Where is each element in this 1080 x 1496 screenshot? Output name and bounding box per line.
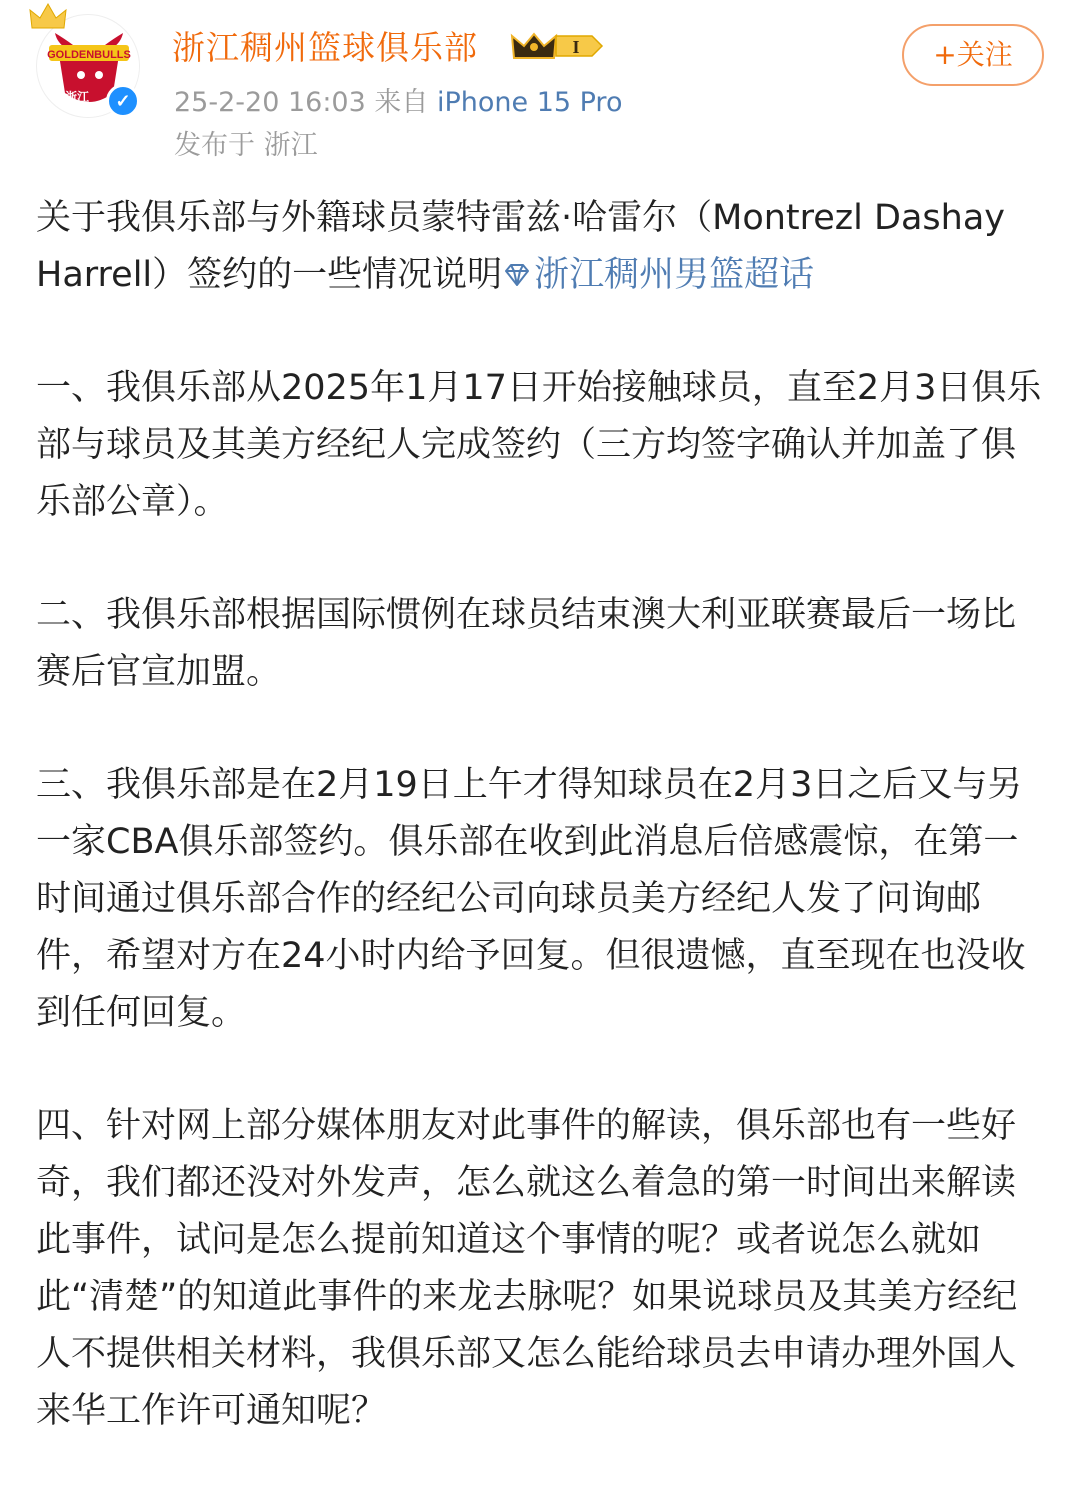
crown-icon [28, 2, 68, 32]
source-device-link[interactable]: iPhone 15 Pro [436, 87, 623, 118]
follow-button[interactable]: +关注 [902, 24, 1044, 86]
post-body [36, 190, 1046, 1496]
vip-level-badge-icon[interactable] [510, 30, 604, 62]
post-paragraph: 四、针对网上部分媒体朋友对此事件的解读，俱乐部也有一些好奇，我们都还没对外发声，怎么就这么着急的第一时间出来解读此事件，试问是怎么提前知道这个事情的呢？或者说怎么就如此“清楚”的知道此事件的来龙去脉呢？如果说球员及其美方经纪人不提供相关材料，我俱乐部又怎么能给球员去申请办理外国人来华工作许可通知呢？ [36, 1106, 1018, 1431]
post-title-text: 关于我俱乐部与外籍球员蒙特雷兹·哈雷尔（Montrezl Dashay Harrell）签约的一些情况说明 [36, 198, 1005, 295]
post-paragraph: 二、我俱乐部根据国际惯例在球员结束澳大利亚联赛最后一场比赛后官宣加盟。 [36, 595, 1017, 692]
diamond-icon [502, 262, 532, 288]
avatar-logo-subtext: 浙江 [64, 90, 90, 104]
super-topic-link[interactable] [502, 255, 814, 295]
post-meta [174, 80, 622, 119]
post-title-paragraph [36, 190, 1046, 304]
post-timestamp: 25-2-20 16:03 [174, 87, 366, 118]
post-paragraph: 一、我俱乐部从2025年1月17日开始接触球员，直至2月3日俱乐部与球员及其美方经纪人完成签约（三方均签字确认并加盖了俱乐部公章）。 [36, 368, 1042, 522]
verified-badge-icon: ✓ [106, 84, 140, 118]
post-location: 发布于 浙江 [174, 130, 318, 161]
vip-level-text: I [572, 37, 580, 57]
post-paragraph: 三、我俱乐部是在2月19日上午才得知球员在2月3日之后又与另一家CBA俱乐部签约。俱乐部在收到此消息后倍感震惊，在第一时间通过俱乐部合作的经纪公司向球员美方经纪人发了问询邮件，希望对方在24小时内给予回复。但很遗憾，直至现在也没收到任何回复。 [36, 765, 1026, 1033]
source-prefix: 来自 [374, 87, 429, 118]
super-topic-label: 浙江稠州男篮超话 [534, 255, 815, 295]
avatar-logo-text: GOLDENBULLS [47, 49, 131, 61]
account-name[interactable]: 浙江稠州篮球俱乐部 [172, 28, 478, 67]
post-header [0, 0, 1080, 170]
